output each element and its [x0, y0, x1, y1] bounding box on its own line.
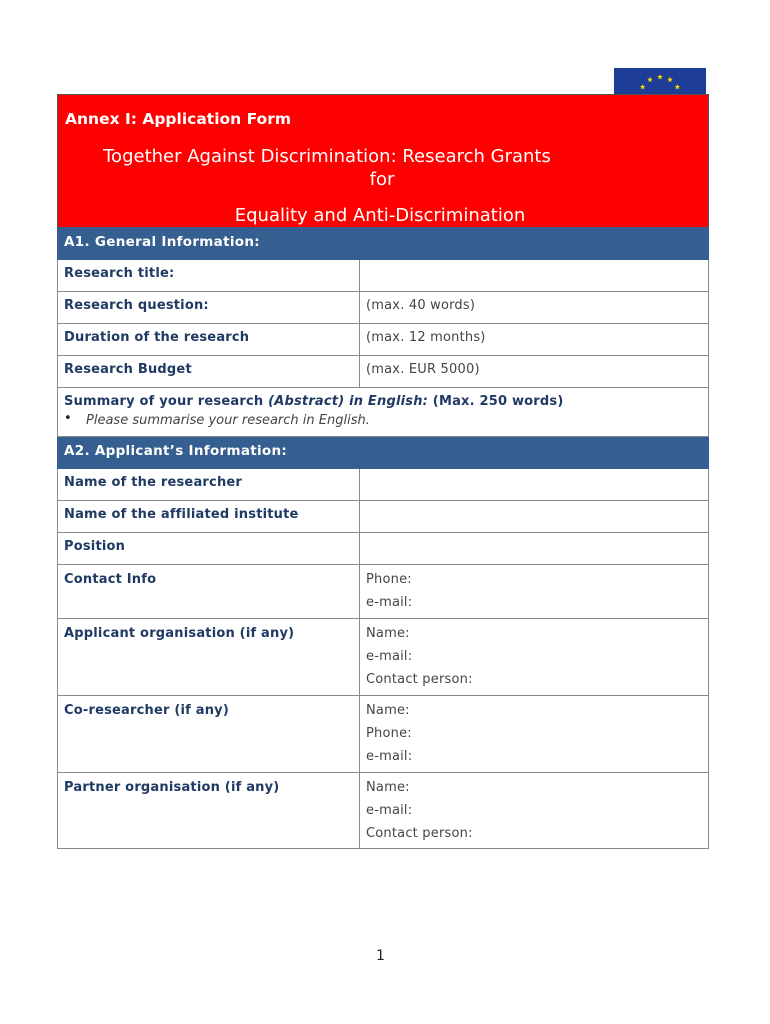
page-number: 1 [376, 948, 385, 964]
table-row [58, 469, 709, 501]
table-row [58, 260, 709, 292]
section-a1-heading: A1. General Information: [58, 228, 709, 260]
research-title-field[interactable] [360, 260, 709, 292]
partner-organisation-field[interactable] [360, 773, 709, 849]
section-a2-heading-row [58, 437, 709, 469]
position-field[interactable] [360, 533, 709, 565]
table-row [58, 773, 709, 849]
duration-field[interactable]: (max. 12 months) [360, 324, 709, 356]
co-researcher-name-line: Name: [366, 703, 410, 718]
form-title-line-2: for [369, 169, 395, 190]
table-row [58, 292, 709, 324]
applicant-organisation-label: Applicant organisation (if any) [58, 619, 360, 696]
form-title [58, 145, 708, 227]
research-question-label: Research question: [58, 292, 360, 324]
section-a1-heading-row [58, 228, 709, 260]
bullet-icon: • [64, 411, 72, 426]
form-header [57, 94, 709, 228]
form-title-line-3: Equality and Anti-Discrimination [234, 205, 526, 226]
partner-org-email-line: e-mail: [366, 803, 413, 818]
eu-star-icon [667, 77, 673, 82]
partner-org-contact-line: Contact person: [366, 826, 473, 841]
institute-name-field[interactable] [360, 501, 709, 533]
contact-info-label: Contact Info [58, 565, 360, 619]
research-question-field[interactable]: (max. 40 words) [360, 292, 709, 324]
researcher-name-label: Name of the researcher [58, 469, 360, 501]
application-form-table [57, 227, 709, 849]
co-researcher-phone-line: Phone: [366, 726, 412, 741]
applicant-organisation-field[interactable] [360, 619, 709, 696]
eu-star-icon [657, 74, 663, 79]
table-row [58, 533, 709, 565]
budget-label: Research Budget [58, 356, 360, 388]
table-row [58, 619, 709, 696]
contact-phone-line: Phone: [366, 572, 412, 587]
applicant-org-name-line: Name: [366, 626, 410, 641]
summary-label: Summary of your research (Abstract) in English: (Max. 250 words) [64, 394, 564, 409]
table-row [58, 356, 709, 388]
eu-star-icon [674, 84, 680, 89]
table-row [58, 501, 709, 533]
contact-email-line: e-mail: [366, 595, 413, 610]
applicant-org-email-line: e-mail: [366, 649, 413, 664]
co-researcher-label: Co-researcher (if any) [58, 696, 360, 773]
partner-org-name-line: Name: [366, 780, 410, 795]
table-row [58, 324, 709, 356]
co-researcher-field[interactable] [360, 696, 709, 773]
budget-field[interactable]: (max. EUR 5000) [360, 356, 709, 388]
researcher-name-field[interactable] [360, 469, 709, 501]
research-title-label: Research title: [58, 260, 360, 292]
annex-title: Annex I: Application Form [65, 110, 291, 128]
form-title-line-1: Together Against Discrimination: Research Grants [103, 146, 551, 167]
position-label: Position [58, 533, 360, 565]
table-row [58, 565, 709, 619]
institute-name-label: Name of the affiliated institute [58, 501, 360, 533]
partner-organisation-label: Partner organisation (if any) [58, 773, 360, 849]
section-a2-heading: A2. Applicant’s Information: [58, 437, 709, 469]
applicant-org-contact-line: Contact person: [366, 672, 473, 687]
eu-star-icon [647, 77, 653, 82]
summary-instruction: • Please summarise your research in English. [64, 411, 370, 428]
table-row [58, 696, 709, 773]
contact-info-field[interactable] [360, 565, 709, 619]
duration-label: Duration of the research [58, 324, 360, 356]
co-researcher-email-line: e-mail: [366, 749, 413, 764]
summary-row [58, 388, 709, 437]
eu-star-icon [640, 84, 646, 89]
summary-field[interactable] [58, 388, 709, 437]
